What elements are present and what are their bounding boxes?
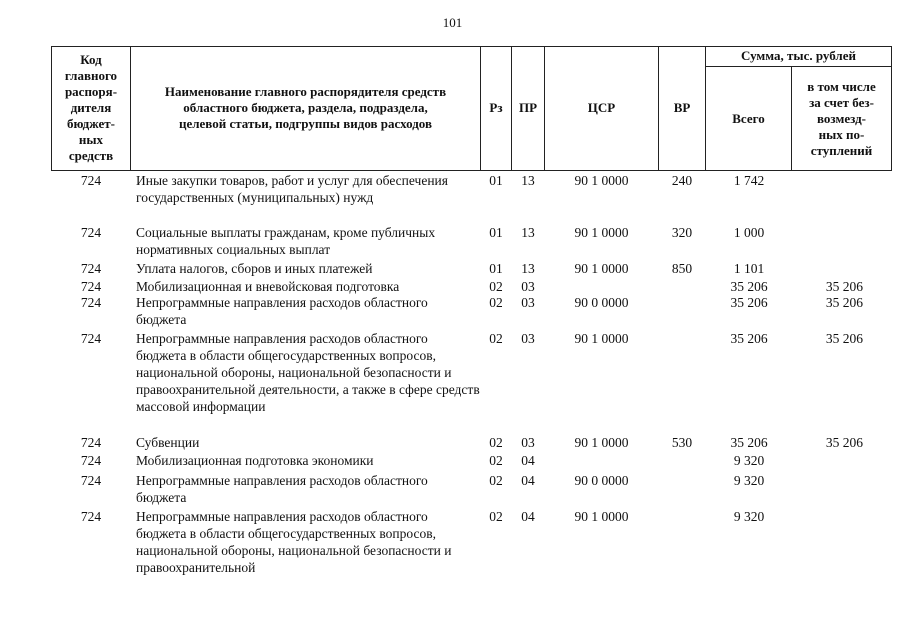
header-bottom-border [51,170,892,171]
row-csr: 90 1 0000 [574,331,629,346]
row-csr: 90 1 0000 [574,173,629,188]
row-vsego: 1 742 [733,173,765,188]
row-csr: 90 1 0000 [574,225,629,240]
row-pr: 03 [521,279,535,294]
row-kod: 724 [80,453,102,468]
row-rz: 02 [489,295,503,310]
header-name: Наименование главного распорядителя средств областного бюджета, раздела, подраздела, целевой статьи, подгруппы видов расходов [164,84,447,131]
row-vsego: 9 320 [733,473,765,488]
row-kod: 724 [80,473,102,488]
row-name: Социальные выплаты гражданам, кроме публичных нормативных социальных выплат [136,225,436,257]
row-name: Непрограммные направления расходов областного бюджета [136,295,428,327]
row-name: Мобилизационная и вневойсковая подготовка [136,279,400,294]
row-csr: 90 1 0000 [574,509,629,524]
row-rz: 02 [489,331,503,346]
row-csr: 90 1 0000 [574,261,629,276]
row-rz: 02 [489,453,503,468]
row-bezvozm: 35 206 [825,331,863,346]
row-bezvozm: 35 206 [825,295,863,310]
row-rz: 02 [489,435,503,450]
row-vr: 320 [671,225,693,240]
row-pr: 13 [521,261,535,276]
row-pr: 04 [521,453,535,468]
row-name: Мобилизационная подготовка экономики [136,453,374,468]
row-rz: 01 [489,261,503,276]
row-vr: 850 [671,261,693,276]
row-rz: 01 [489,225,503,240]
row-kod: 724 [80,435,102,450]
row-pr: 04 [521,473,535,488]
header-vsego: Всего [732,110,765,126]
header-kod: Код главного распоря- дителя бюджет- ных средств [64,52,118,163]
row-kod: 724 [80,295,102,310]
row-vsego: 1 101 [733,261,765,276]
row-rz: 02 [489,279,503,294]
row-pr: 13 [521,225,535,240]
header-pr: ПР [518,100,538,115]
row-vsego: 9 320 [733,453,765,468]
header-bezvozm: в том числе за счет без- возмезд- ных по- ступлений [807,78,876,158]
row-kod: 724 [80,279,102,294]
row-pr: 03 [521,435,535,450]
row-kod: 724 [80,173,102,188]
row-bezvozm: 35 206 [825,279,863,294]
header-summa: Сумма, тыс. рублей [741,48,856,63]
row-csr: 90 0 0000 [574,473,629,488]
row-name: Непрограммные направления расходов областного бюджета в области общегосударственных вопросов, национальной обороны, национальной безопасности и правоохранительной деятельности, а также в сфере средств массовой информации [136,331,480,414]
row-kod: 724 [80,225,102,240]
row-pr: 03 [521,331,535,346]
row-vsego: 1 000 [733,225,765,240]
table-header [51,46,892,171]
row-bezvozm: 35 206 [825,435,863,450]
row-name: Непрограммные направления расходов областного бюджета в области общегосударственных вопросов, национальной обороны, национальной безопасности и правоохранительной [136,509,452,575]
page-number: 101 [442,15,463,30]
row-vsego: 9 320 [733,509,765,524]
col-divider [891,46,892,171]
row-kod: 724 [80,261,102,276]
row-name: Непрограммные направления расходов областного бюджета [136,473,428,505]
header-vr: ВР [673,100,691,115]
header-csr: ЦСР [587,100,616,115]
row-vsego: 35 206 [730,295,768,310]
row-rz: 02 [489,509,503,524]
row-pr: 13 [521,173,535,188]
row-rz: 01 [489,173,503,188]
row-pr: 03 [521,295,535,310]
row-vsego: 35 206 [730,279,768,294]
row-rz: 02 [489,473,503,488]
row-vsego: 35 206 [730,331,768,346]
row-pr: 04 [521,509,535,524]
row-kod: 724 [80,331,102,346]
row-name: Иные закупки товаров, работ и услуг для обеспечения государственных (муниципальных) нужд [136,173,448,205]
row-csr: 90 0 0000 [574,295,629,310]
row-vr: 240 [671,173,693,188]
header-rz: Рз [489,100,503,115]
row-vr: 530 [671,435,693,450]
row-csr: 90 1 0000 [574,435,629,450]
row-name: Уплата налогов, сборов и иных платежей [136,261,373,276]
row-name: Субвенции [136,435,200,450]
row-vsego: 35 206 [730,435,768,450]
row-kod: 724 [80,509,102,524]
